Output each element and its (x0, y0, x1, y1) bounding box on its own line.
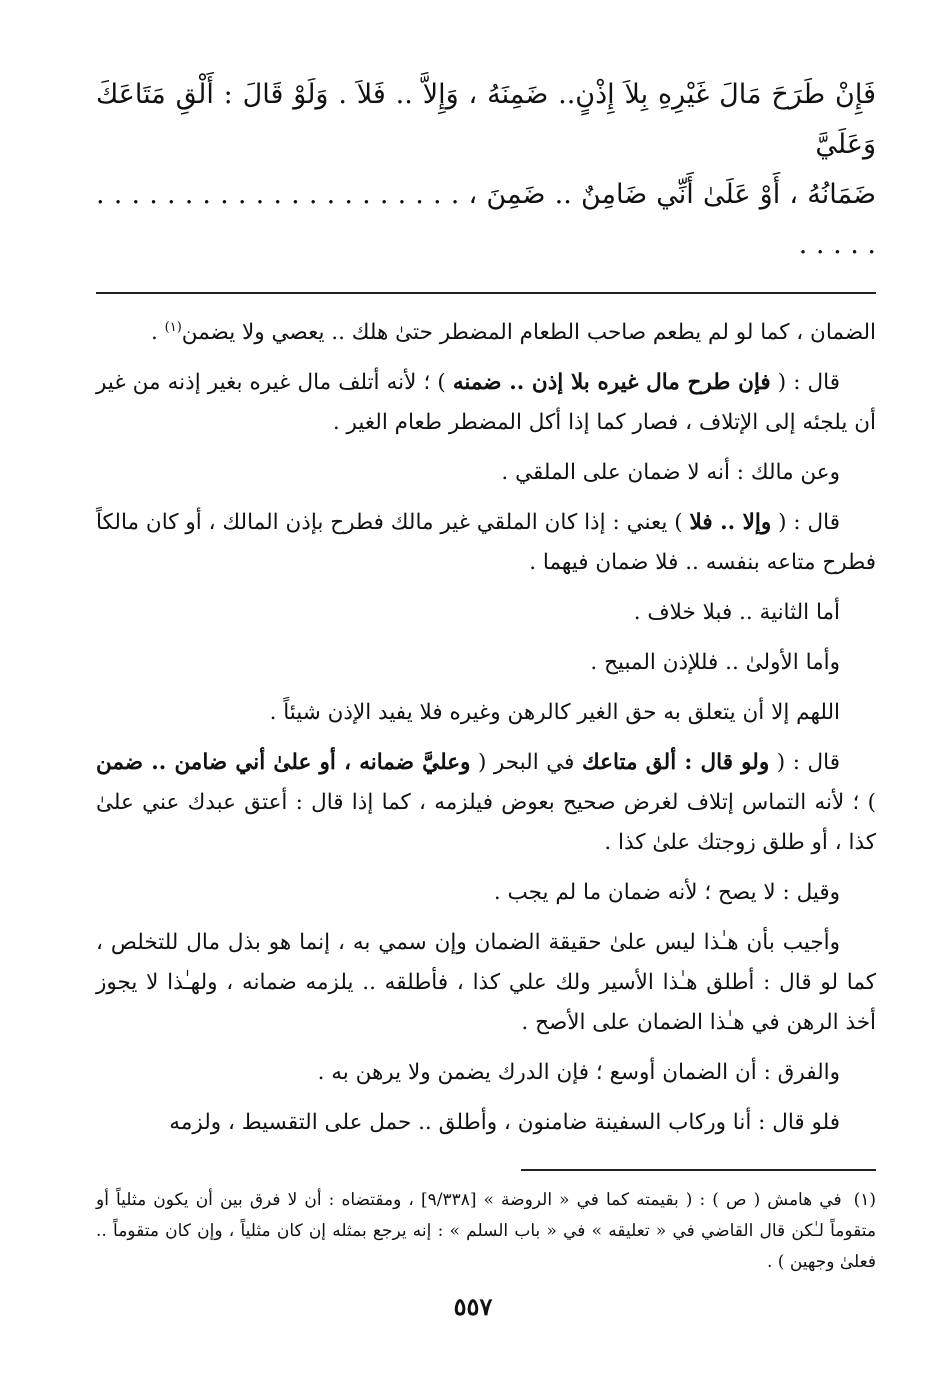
footnote-number: (١) (853, 1190, 876, 1211)
page-number: ٥٥٧ (453, 1292, 493, 1321)
paragraph: قال : ( فإن طرح مال غيره بلا إذن .. ضمنه ) ؛ لأنه أتلف مال غيره بغير إذنه من غير أن يلجئه إلى الإتلاف ، فصار كما إذا أكل المضطر طعام الغير . (96, 370, 876, 436)
matn-line-1: فَإِنْ طَرَحَ مَالَ غَيْرِهِ بِلاَ إِذْنٍ.. ضَمِنَهُ ، وَإِلاَّ .. فَلاَ . وَلَوْ قَالَ : أَلْقِ مَتَاعَكَ وَعَلَيَّ (96, 79, 876, 160)
paragraph: اللهم إلا أن يتعلق به حق الغير كالرهن وغيره فلا يفيد الإذن شيئاً . (269, 700, 840, 726)
page-content (96, 70, 876, 1278)
paragraph: وأجيب بأن هـٰذا ليس علىٰ حقيقة الضمان وإن سمي به ، إنما هو بذل مال للتخلص ، كما لو قال : أطلق هـٰذا الأسير ولك علي كذا ، فأطلقه .. يلزمه ضمانه ، ولهـٰذا لا يجوز أخذ الرهن في هـٰذا الضمان على الأصح . (96, 930, 876, 1036)
paragraph: أما الثانية .. فبلا خلاف . (633, 600, 840, 626)
footnote-ref: (١) (164, 320, 182, 335)
paragraph: الضمان ، كما لو لم يطعم صاحب الطعام المضطر حتىٰ هلك .. يعصي ولا يضمن$^{(١)}$ . (150, 320, 876, 346)
footnote (96, 1185, 876, 1278)
paragraph: وقيل : لا يصح ؛ لأنه ضمان ما لم يجب . (493, 880, 840, 906)
paragraph: قال : ( وإلا .. فلا ) يعني : إذا كان الملقي غير مالك فطرح بإذن المالك ، أو كان مالكاً فطرح متاعه بنفسه .. فلا ضمان فيهما . (96, 510, 876, 576)
footnote-text: في هامش ( ص ) : ( بقيمته كما في « الروضة » [٩/٣٣٨] ، ومقتضاه : أن لا فرق بين أن يكون مثلياً أو متقوماً لـٰكن قال القاضي في « تعليقه » في « باب السلم » : إنه يرجع بمثله إن كان مثلياً ، وإن كان متقوماً .. فعلىٰ وجهين ) . (96, 1190, 876, 1273)
matn-line-2: ضَمَانُهُ ، أَوْ عَلَىٰ أَنِّي ضَامِنٌ .. ضَمِنَ ، . . . . . . . . . . . . . . . . . . . . . . . . . . (96, 179, 876, 260)
footnote-divider (521, 1169, 876, 1171)
paragraph: فلو قال : أنا وركاب السفينة ضامنون ، وأطلق .. حمل على التقسيط ، ولزمه (169, 1110, 840, 1136)
paragraph: وعن مالك : أنه لا ضمان على الملقي . (501, 460, 840, 486)
paragraph: والفرق : أن الضمان أوسع ؛ فإن الدرك يضمن ولا يرهن به . (317, 1060, 840, 1086)
commentary (96, 308, 876, 1143)
paragraph: وأما الأولىٰ .. فللإذن المبيح . (590, 650, 840, 676)
paragraph: قال : ( ولو قال : ألق متاعك في البحر ( وعليَّ ضمانه ، أو علىٰ أني ضامن .. ضمن ) ؛ لأنه التماس إتلاف لغرض صحيح بعوض فيلزمه ، كما إذا قال : أعتق عبدك عني علىٰ كذا ، أو طلق زوجتك علىٰ كذا . (96, 750, 876, 856)
matn-divider (96, 292, 876, 294)
